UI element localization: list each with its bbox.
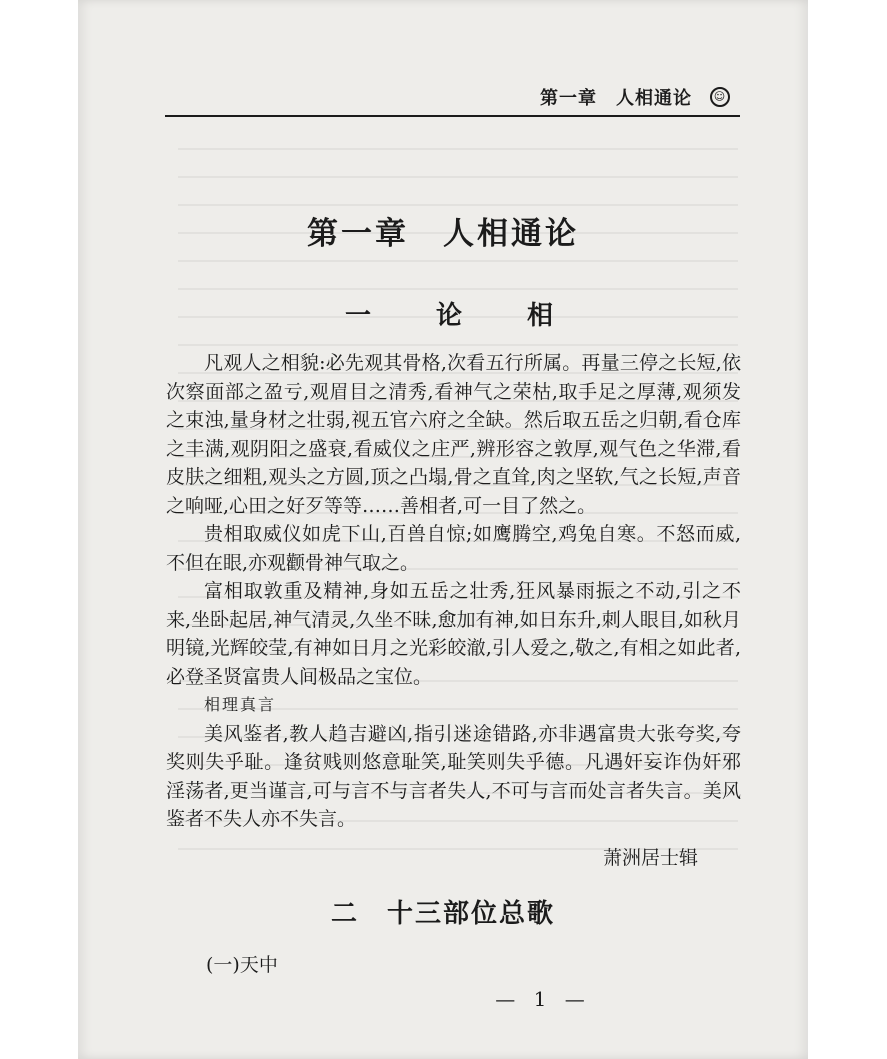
smiley-icon: ☺ — [710, 87, 730, 107]
paragraph: 贵相取威仪如虎下山,百兽自惊;如鹰腾空,鸡兔自寒。不怒而威,不但在眼,亦观颧骨神气取之。 — [166, 523, 741, 574]
subheading: 相理真言 — [204, 695, 277, 714]
paragraph: 富相取敦重及精神,身如五岳之壮秀,狂风暴雨振之不动,引之不来,坐卧起居,神气清灵,久坐不昧,愈加有神,如日东升,刺人眼目,如秋月明镜,光辉皎莹,有神如日月之光彩皎澈,引人爱之,敬之,有相之如此者,必登圣贤富贵人间极品之宝位。 — [166, 580, 741, 688]
book-page — [78, 0, 808, 1059]
header-rule — [165, 115, 740, 117]
page-number: — 1 — — [495, 987, 591, 1011]
section-title-2: 二 十三部位总歌 — [330, 899, 555, 929]
sub-item: (一)天中 — [206, 954, 278, 976]
chapter-title: 第一章 人相通论 — [307, 216, 579, 252]
section-title-1: 一 论 相 — [344, 301, 582, 331]
paragraph: 凡观人之相貌:必先观其骨格,次看五行所属。再量三停之长短,依次察面部之盈亏,观眉目之清秀,看神气之荣枯,取手足之厚薄,观须发之束浊,量身材之壮弱,视五官六府之全缺。然后取五岳之归朝,看仓库之丰满,观阴阳之盛衰,看威仪之庄严,辨形容之敦厚,观气色之华滞,看皮肤之细粗,观头之方圆,顶之凸塌,骨之直耸,肉之坚软,气之长短,声音之响哑,心田之好歹等等……善相者,可一目了然之。 — [166, 352, 741, 517]
running-header-text: 第一章 人相通论 — [540, 88, 692, 109]
body-text — [166, 349, 741, 834]
signature: 萧洲居士辑 — [602, 847, 698, 869]
running-header — [540, 84, 730, 110]
paragraph: 美风鉴者,教人趋吉避凶,指引迷途错路,亦非遇富贵大张夸奖,夸奖则失乎耻。逢贫贱则悠意耻笑,耻笑则失乎德。凡遇奸妄诈伪奸邪淫荡者,更当谨言,可与言不与言者失人,不可与言而处言者失言。美风鉴者不失人亦不失言。 — [166, 722, 741, 830]
